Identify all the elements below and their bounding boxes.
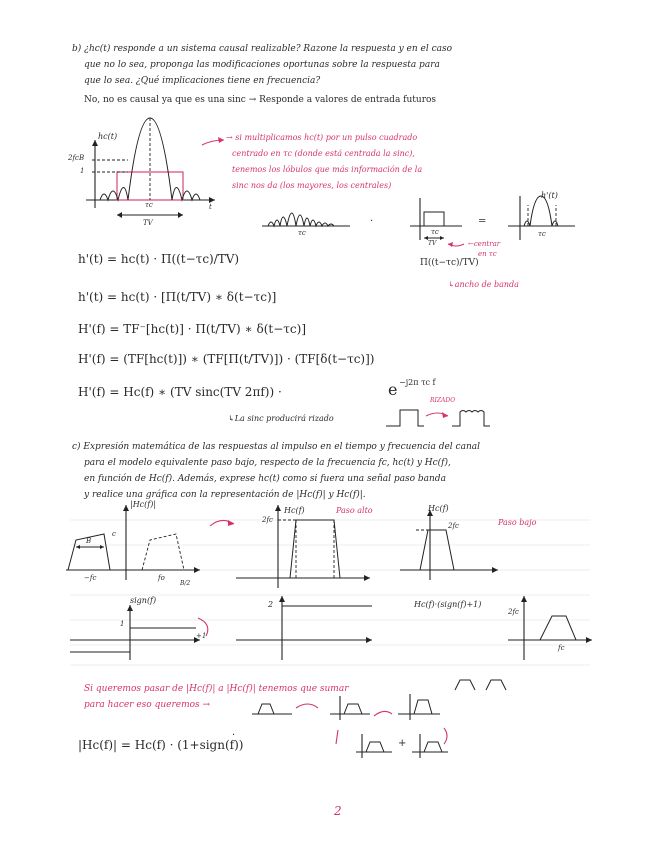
plot-one-label: 1 (80, 167, 85, 175)
question-c-line-3: en función de Hc(f). Además, exprese hc(t) como si fuera una señal paso banda (84, 474, 446, 484)
conv-tv: TV (428, 240, 437, 247)
question-b-line-1: b) ¿hc(t) responde a un sistema causal realizable? Razone la respuesta y en el caso (72, 44, 453, 54)
conv-equals: = (478, 216, 487, 227)
question-c-line-2: para el modelo equivalente paso bajo, respecto de la frecuencia fc, hc(t) y Hc(f), (84, 458, 451, 468)
pulse-label: Π((t−τc)/TV) (420, 258, 479, 268)
plus-sign: + (398, 738, 407, 749)
g1-neg-fc: −fc (84, 574, 97, 582)
sign-one: 1 (120, 620, 125, 628)
conv-tc-1: τc (298, 229, 306, 237)
g1-title: |Hc(f)| (130, 500, 157, 509)
plot-tc-label: τc (145, 201, 153, 209)
sign-title: sign(f) (130, 596, 157, 605)
page-number: 2 (334, 804, 342, 818)
conv-tc-3: τc (538, 230, 546, 238)
pink-line-1: Si queremos pasar de |Hc(f)| a |Hc(f)| tenemos que sumar (84, 684, 349, 694)
final-equation: |Hc(f)| = Hc(f) · (1+sign(f)) (78, 738, 244, 752)
g1-b2: B/2 (180, 580, 191, 587)
rizado-label: RIZADO (430, 397, 456, 404)
g1-fo: fo (158, 574, 165, 582)
note-line-4: sinc nos da (los mayores, los centrales) (232, 181, 392, 190)
equation-1: h'(t) = hc(t) · Π((t−τc)/TV) (78, 252, 240, 266)
conv-hprime-label: h'(t) (541, 191, 558, 200)
centrar-note-1: ←centrar (468, 240, 501, 248)
pink-line-2: para hacer eso queremos → (84, 700, 211, 710)
g2-2fc: 2fc (262, 516, 273, 524)
g3-note: Paso bajo (498, 518, 537, 527)
g1-b: B (86, 537, 92, 545)
plot-2fcb-label: 2fcB (68, 154, 85, 162)
plot-tv-label: TV (143, 219, 153, 227)
question-b-line-2: que no lo sea, proponga las modificaciones oportunas sobre la respuesta para (84, 60, 440, 70)
equation-5: H'(f) = Hc(f) ∗ (TV sinc(TV 2πf)) · (78, 385, 282, 399)
g3-2fc: 2fc (448, 522, 459, 530)
equation-2: h'(t) = hc(t) · [Π(t/TV) ∗ δ(t−τc)] (78, 290, 277, 304)
hsign-2fc: 2fc (508, 608, 519, 616)
g3-title: Hc(f) (428, 504, 449, 513)
equation-3: H'(f) = TF⁻[hc(t)] · Π(t/TV) ∗ δ(t−τc)] (78, 322, 307, 336)
note-line-2: centrado en τc (donde está centrada la sinc), (232, 149, 415, 158)
hsign-label: Hc(f)·(sign(f)+1) (414, 600, 482, 609)
sign-plus-one: +1 (196, 632, 207, 640)
conv-dot: · (370, 216, 374, 227)
g1-c: c (112, 530, 116, 538)
conv-tc-2: τc (431, 228, 439, 236)
equation-4: H'(f) = (TF[hc(t)]) ∗ (TF[Π(t/TV)]) · (TF[δ(t−τc)]) (78, 352, 375, 366)
note-line-1: → si multiplicamos hc(t) por un pulso cuadrado (226, 133, 418, 142)
hsign-fc: fc (558, 644, 565, 652)
centrar-note-2: en τc (478, 250, 497, 258)
equation-5-exp-base: e (388, 380, 398, 399)
question-b-line-3: que lo sea. ¿Qué implicaciones tiene en frecuencia? (84, 76, 321, 86)
equation-5-exp-sup: −j2π τc f (399, 378, 436, 387)
g2-title: Hc(f) (284, 506, 305, 515)
plot-hc-label: hc(t) (98, 132, 118, 141)
question-c-line-4: y realice una gráfica con la representación de |Hc(f)| y Hc(f)|. (84, 490, 366, 500)
rizado-note: ↳La sinc producirá rizado (228, 414, 334, 423)
g2-note: Paso alto (336, 506, 373, 515)
question-c-line-1: c) Expresión matemática de las respuestas al impulso en el tiempo y frecuencia del canal (72, 442, 480, 452)
bandwidth-note: ↳ancho de banda (448, 280, 519, 289)
sign2-two: 2 (268, 600, 274, 609)
note-line-3: tenemos los lóbulos que más información de la (232, 165, 423, 174)
mult-sign: · (232, 730, 236, 741)
plot-t-label: t (209, 203, 212, 211)
answer-b: No, no es causal ya que es una sinc → Responde a valores de entrada futuros (84, 95, 437, 105)
